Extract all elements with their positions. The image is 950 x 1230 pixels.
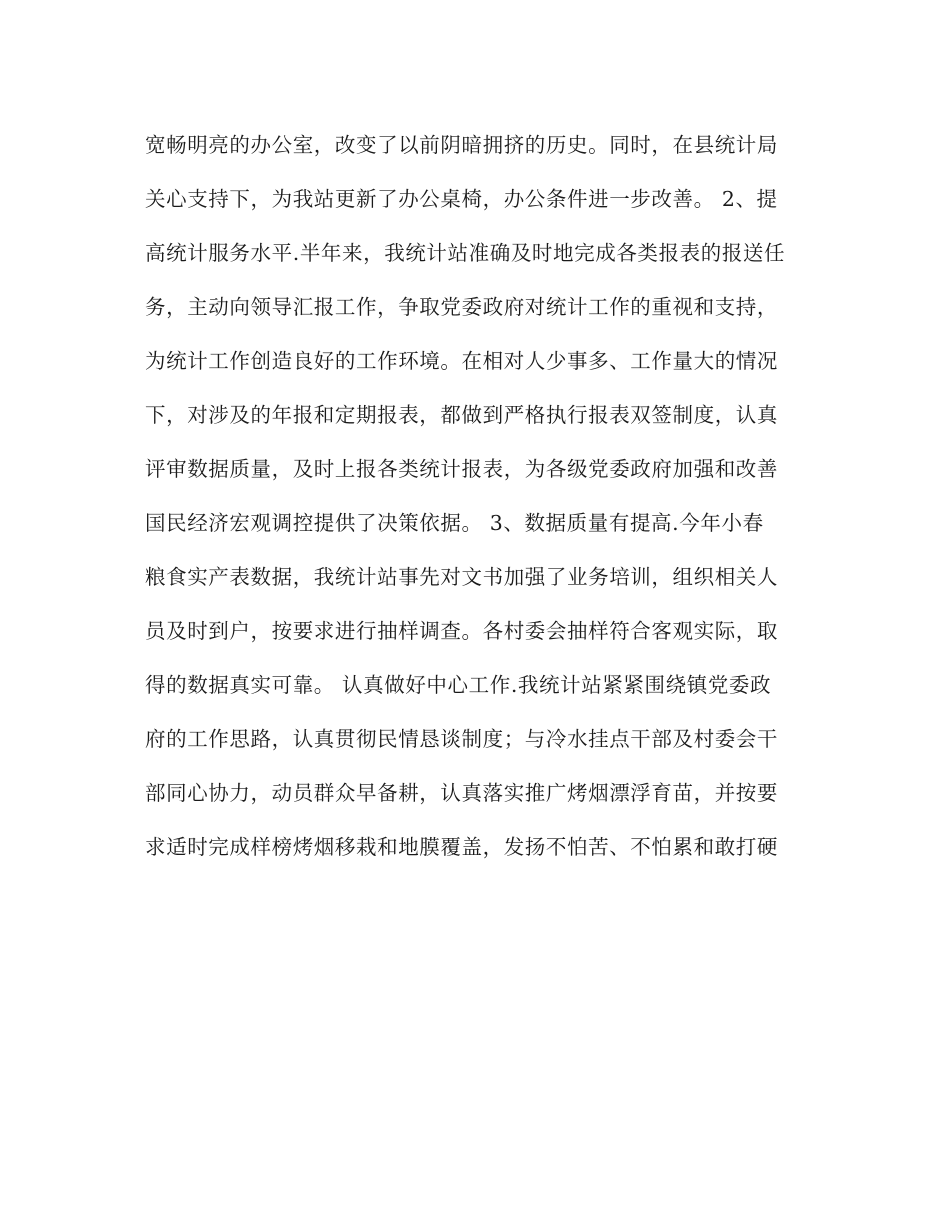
text-line: 下，对涉及的年报和定期报表，都做到严格执行报表双签制度，认真 bbox=[145, 403, 778, 427]
text-line: 务，主动向领导汇报工作，争取党委政府对统计工作的重视和支持， bbox=[145, 295, 778, 319]
text-line: 评审数据质量，及时上报各类统计报表，为各级党委政府加强和改善 bbox=[145, 457, 778, 481]
text-line: 宽畅明亮的办公室，改变了以前阴暗拥挤的历史。同时，在县统计局 bbox=[145, 133, 778, 157]
text-line: 粮食实产表数据，我统计站事先对文书加强了业务培训，组织相关人 bbox=[145, 565, 778, 589]
text-line: 国民经济宏观调控提供了决策依据。 3、数据质量有提高.今年小春 bbox=[145, 511, 764, 535]
text-line: 为统计工作创造良好的工作环境。在相对人少事多、工作量大的情况 bbox=[145, 349, 778, 373]
text-line: 员及时到户，按要求进行抽样调查。各村委会抽样符合客观实际，取 bbox=[145, 619, 778, 643]
body-text bbox=[145, 118, 825, 874]
text-line: 得的数据真实可靠。 认真做好中心工作.我统计站紧紧围绕镇党委政 bbox=[145, 673, 772, 697]
text-line: 部同心协力，动员群众早备耕，认真落实推广烤烟漂浮育苗，并按要 bbox=[145, 781, 778, 805]
text-line: 府的工作思路，认真贯彻民情恳谈制度；与冷水挂点干部及村委会干 bbox=[145, 727, 778, 751]
text-line: 关心支持下，为我站更新了办公桌椅，办公条件进一步改善。 2、提 bbox=[145, 187, 778, 211]
text-line: 高统计服务水平.半年来，我统计站准确及时地完成各类报表的报送任 bbox=[145, 241, 786, 265]
text-line: 求适时完成样榜烤烟移栽和地膜覆盖，发扬不怕苦、不怕累和敢打硬 bbox=[145, 835, 778, 859]
